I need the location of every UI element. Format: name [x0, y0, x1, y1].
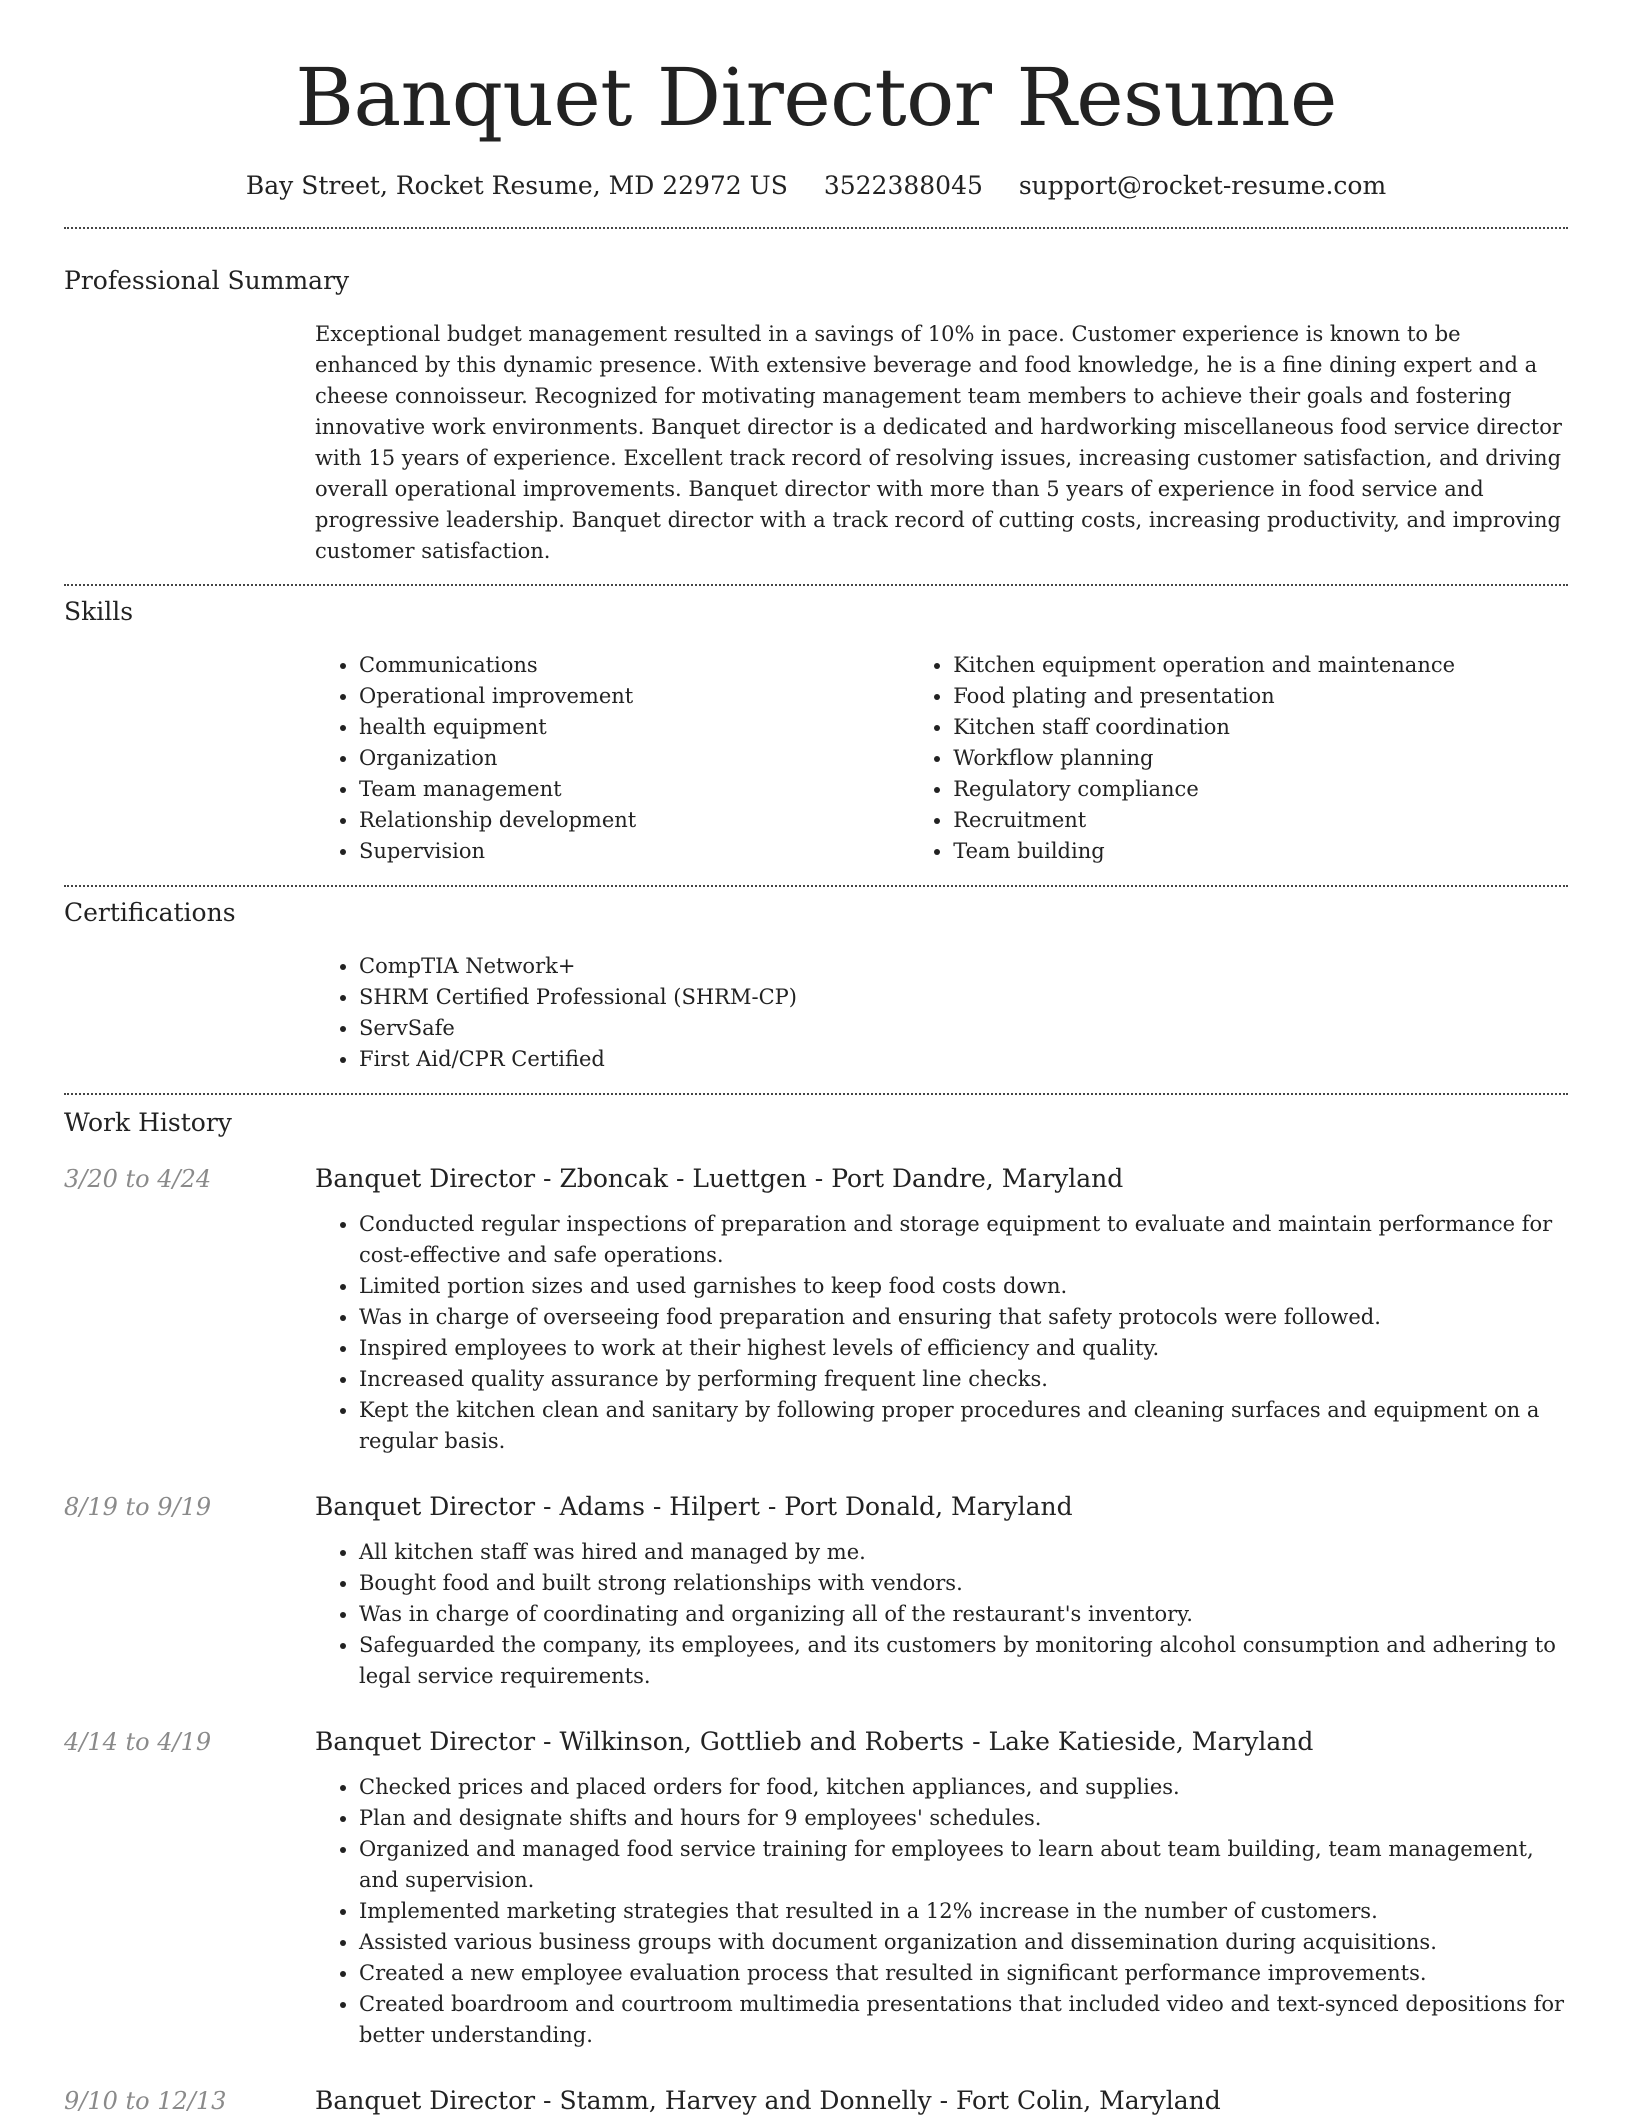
job-bullet: • Organized and managed food service training for employees to learn about team building, team management, and supervision. [359, 1834, 1568, 1896]
section-divider [64, 227, 1568, 229]
job-dates: 8/19 to 9/19 [64, 1493, 212, 1521]
job-bullet: • All kitchen staff was hired and managed by me. [359, 1537, 1568, 1568]
skill-item: • Organization [359, 743, 909, 774]
job-dates: 3/20 to 4/24 [64, 1165, 212, 1193]
skill-item: • Supervision [359, 836, 909, 867]
job-bullet: • Increased quality assurance by performing frequent line checks. [359, 1364, 1568, 1395]
section-divider [64, 584, 1568, 586]
job-title: Banquet Director - Adams - Hilpert - Port Donald, Maryland [315, 1492, 1073, 1521]
job-bullet: • Was in charge of coordinating and organizing all of the restaurant's inventory. [359, 1599, 1568, 1630]
certifications-section [64, 897, 1568, 1075]
job-dates: 9/10 to 12/13 [64, 2087, 227, 2115]
skills-section [64, 596, 1568, 867]
job-title: Banquet Director - Wilkinson, Gottlieb and Roberts - Lake Katieside, Maryland [315, 1727, 1314, 1756]
certification-item: • CompTIA Network+ [359, 951, 1568, 982]
skill-item: • Communications [359, 650, 909, 681]
skill-item: • Food plating and presentation [953, 681, 1568, 712]
job-bullet: • Safeguarded the company, its employees, and its customers by monitoring alcohol consumption and adhering to legal service requirements. [359, 1630, 1568, 1692]
job-entry [64, 1163, 1568, 1457]
job-bullet: • Conducted regular inspections of preparation and storage equipment to evaluate and maintain performance for cost-effective and safe operations. [359, 1209, 1568, 1271]
certifications-heading: Certifications [64, 898, 236, 927]
job-bullets [315, 1772, 1568, 2051]
skills-list-right [909, 650, 1568, 867]
job-bullet: • Plan and designate shifts and hours for 9 employees' schedules. [359, 1803, 1568, 1834]
resume-page [64, 0, 1568, 2117]
section-divider [64, 1093, 1568, 1095]
skill-item: • Operational improvement [359, 681, 909, 712]
skill-item: • Team building [953, 836, 1568, 867]
contact-email: support@rocket-resume.com [1018, 171, 1387, 200]
skills-heading: Skills [64, 597, 134, 626]
job-bullet: • Bought food and built strong relationships with vendors. [359, 1568, 1568, 1599]
page-title: Banquet Director Resume [295, 51, 1337, 144]
skills-grid [315, 650, 1568, 867]
certifications-list [315, 951, 1568, 1075]
job-bullet: • Was in charge of overseeing food preparation and ensuring that safety protocols were followed. [359, 1302, 1568, 1333]
job-bullet: • Assisted various business groups with document organization and dissemination during acquisitions. [359, 1927, 1568, 1958]
job-entry [64, 1491, 1568, 1692]
skill-item: • Kitchen staff coordination [953, 712, 1568, 743]
job-bullet: • Checked prices and placed orders for food, kitchen appliances, and supplies. [359, 1772, 1568, 1803]
job-title: Banquet Director - Stamm, Harvey and Donnelly - Fort Colin, Maryland [315, 2086, 1221, 2115]
job-bullet: • Limited portion sizes and used garnishes to keep food costs down. [359, 1271, 1568, 1302]
skill-item: • Relationship development [359, 805, 909, 836]
contact-line [64, 170, 1568, 202]
skill-item: • Kitchen equipment operation and maintenance [953, 650, 1568, 681]
contact-phone: 3522388045 [823, 171, 983, 200]
skill-item: • Workflow planning [953, 743, 1568, 774]
section-divider [64, 885, 1568, 887]
summary-section [64, 265, 1568, 567]
certification-item: • ServSafe [359, 1013, 1568, 1044]
job-bullet: • Kept the kitchen clean and sanitary by following proper procedures and cleaning surfaces and equipment on a regular basis. [359, 1395, 1568, 1457]
summary-body [315, 319, 1568, 567]
job-bullets [315, 1537, 1568, 1692]
skill-item: • Regulatory compliance [953, 774, 1568, 805]
job-bullet: • Implemented marketing strategies that resulted in a 12% increase in the number of customers. [359, 1896, 1568, 1927]
job-bullet: • Created a new employee evaluation process that resulted in significant performance improvements. [359, 1958, 1568, 1989]
job-bullets [315, 1209, 1568, 1457]
skill-item: • health equipment [359, 712, 909, 743]
job-dates: 4/14 to 4/19 [64, 1728, 212, 1756]
job-title: Banquet Director - Zboncak - Luettgen - Port Dandre, Maryland [315, 1164, 1124, 1193]
skills-list-left [315, 650, 909, 867]
job-entry [64, 1726, 1568, 2051]
summary-text: Exceptional budget management resulted in a savings of 10% in pace. Customer experience is known to be enhanced by this dynamic presence. With extensive beverage and food knowledge, he is a fine dining expert and a cheese connoisseur. Recognized for motivating management team members to achieve their goals and fostering innovative work environments. Banquet director is a dedicated and hardworking miscellaneous food service director with 15 years of experience. Excellent track record of resolving issues, increasing customer satisfaction, and driving overall operational improvements. Banquet director with more than 5 years of experience in food service and progressive leadership. Banquet director with a track record of cutting costs, increasing productivity, and improving customer satisfaction. [315, 322, 1562, 563]
work-history-heading: Work History [64, 1108, 232, 1137]
summary-heading: Professional Summary [64, 266, 350, 295]
skill-item: • Team management [359, 774, 909, 805]
job-bullet: • Inspired employees to work at their highest levels of efficiency and quality. [359, 1333, 1568, 1364]
certification-item: • SHRM Certified Professional (SHRM-CP) [359, 982, 1568, 1013]
job-entry [64, 2085, 1568, 2117]
work-history-section [64, 1107, 1568, 2117]
certifications-body [315, 951, 1568, 1075]
certification-item: • First Aid/CPR Certified [359, 1044, 1568, 1075]
job-bullet: • Created boardroom and courtroom multimedia presentations that included video and text-synced depositions for better understanding. [359, 1989, 1568, 2051]
skill-item: • Recruitment [953, 805, 1568, 836]
contact-address: Bay Street, Rocket Resume, MD 22972 US [245, 171, 788, 200]
